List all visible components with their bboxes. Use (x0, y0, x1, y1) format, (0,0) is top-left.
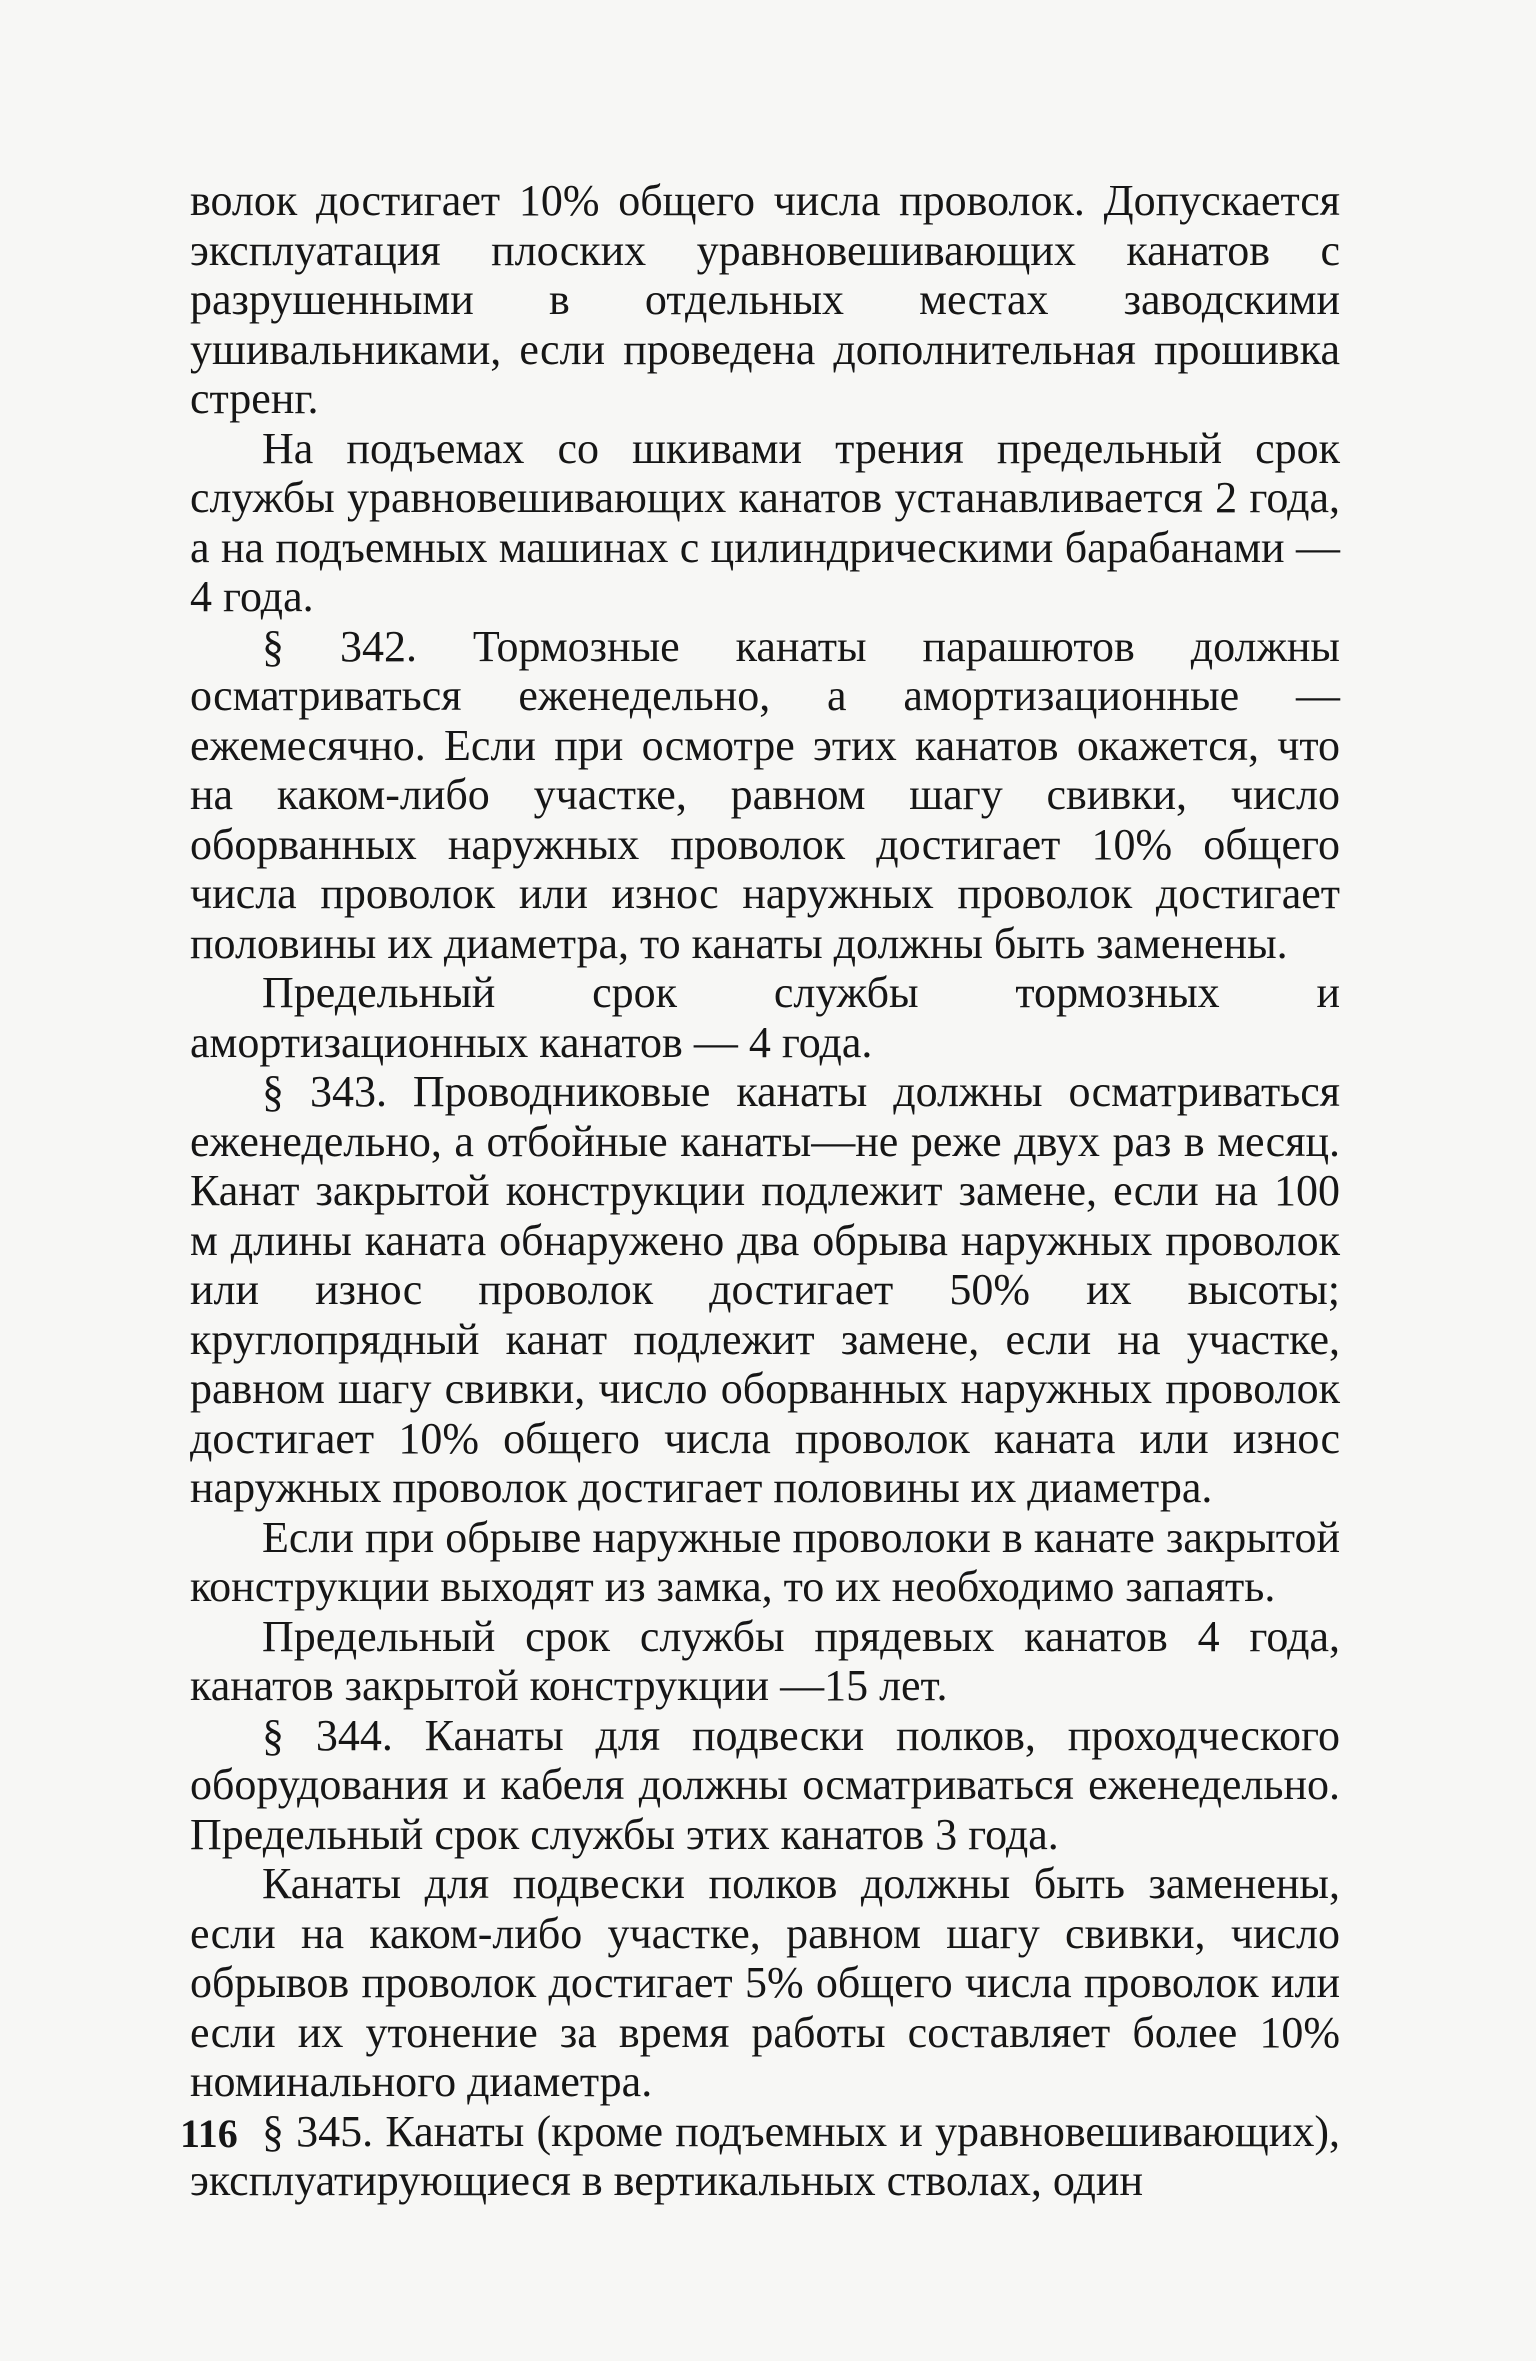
paragraph: Если при обрыве наружные проволоки в канате закрытой конструкции выходят из замка, то их необходимо запаять. (190, 1512, 1340, 1611)
page-body (190, 176, 1340, 2206)
page-number: 116 (180, 2111, 238, 2156)
paragraph-section-342: § 342. Тормозные канаты парашютов должны осматриваться еженедельно, а амортизационные — ежемесячно. Если при осмотре этих канатов окажется, что на каком-либо участке, равном шагу свивки, число оборванных наружных проволок достигает 10% общего числа проволок или износ наружных проволок достигает половины их диаметра, то канаты должны быть заменены. (190, 621, 1340, 968)
paragraph: Предельный срок службы тормозных и амортизационных канатов — 4 года. (190, 968, 1340, 1067)
paragraph: Канаты для подвески полков должны быть заменены, если на каком-либо участке, равном шагу свивки, число обрывов проволок достигает 5% общего числа проволок или если их утонение за время работы составляет более 10% номинального диаметра. (190, 1859, 1340, 2106)
paragraph-section-344: § 344. Канаты для подвески полков, проходческого оборудования и кабеля должны осматриваться еженедельно. Предельный срок службы этих канатов 3 года. (190, 1710, 1340, 1859)
paragraph: волок достигает 10% общего числа проволок. Допускается эксплуатация плоских уравновешивающих канатов с разрушенными в отдельных местах заводскими ушивальниками, если проведена дополнительная прошивка стренг. (190, 176, 1340, 423)
paragraph: Предельный срок службы прядевых канатов 4 года, канатов закрытой конструкции —15 лет. (190, 1611, 1340, 1710)
paragraph: На подъемах со шкивами трения предельный срок службы уравновешивающих канатов устанавливается 2 года, а на подъемных машинах с цилиндрическими барабанами — 4 года. (190, 423, 1340, 621)
paragraph-section-343: § 343. Проводниковые канаты должны осматриваться еженедельно, а отбойные канаты—не реже двух раз в месяц. Канат закрытой конструкции подлежит замене, если на 100 м длины каната обнаружено два обрыва наружных проволок или износ проволок достигает 50% их высоты; круглопрядный канат подлежит замене, если на участке, равном шагу свивки, число оборванных наружных проволок достигает 10% общего числа проволок каната или износ наружных проволок достигает половины их диаметра. (190, 1067, 1340, 1512)
paragraph-section-345: § 345. Канаты (кроме подъемных и уравновешивающих), эксплуатирующиеся в вертикальных стволах, один (190, 2106, 1340, 2205)
